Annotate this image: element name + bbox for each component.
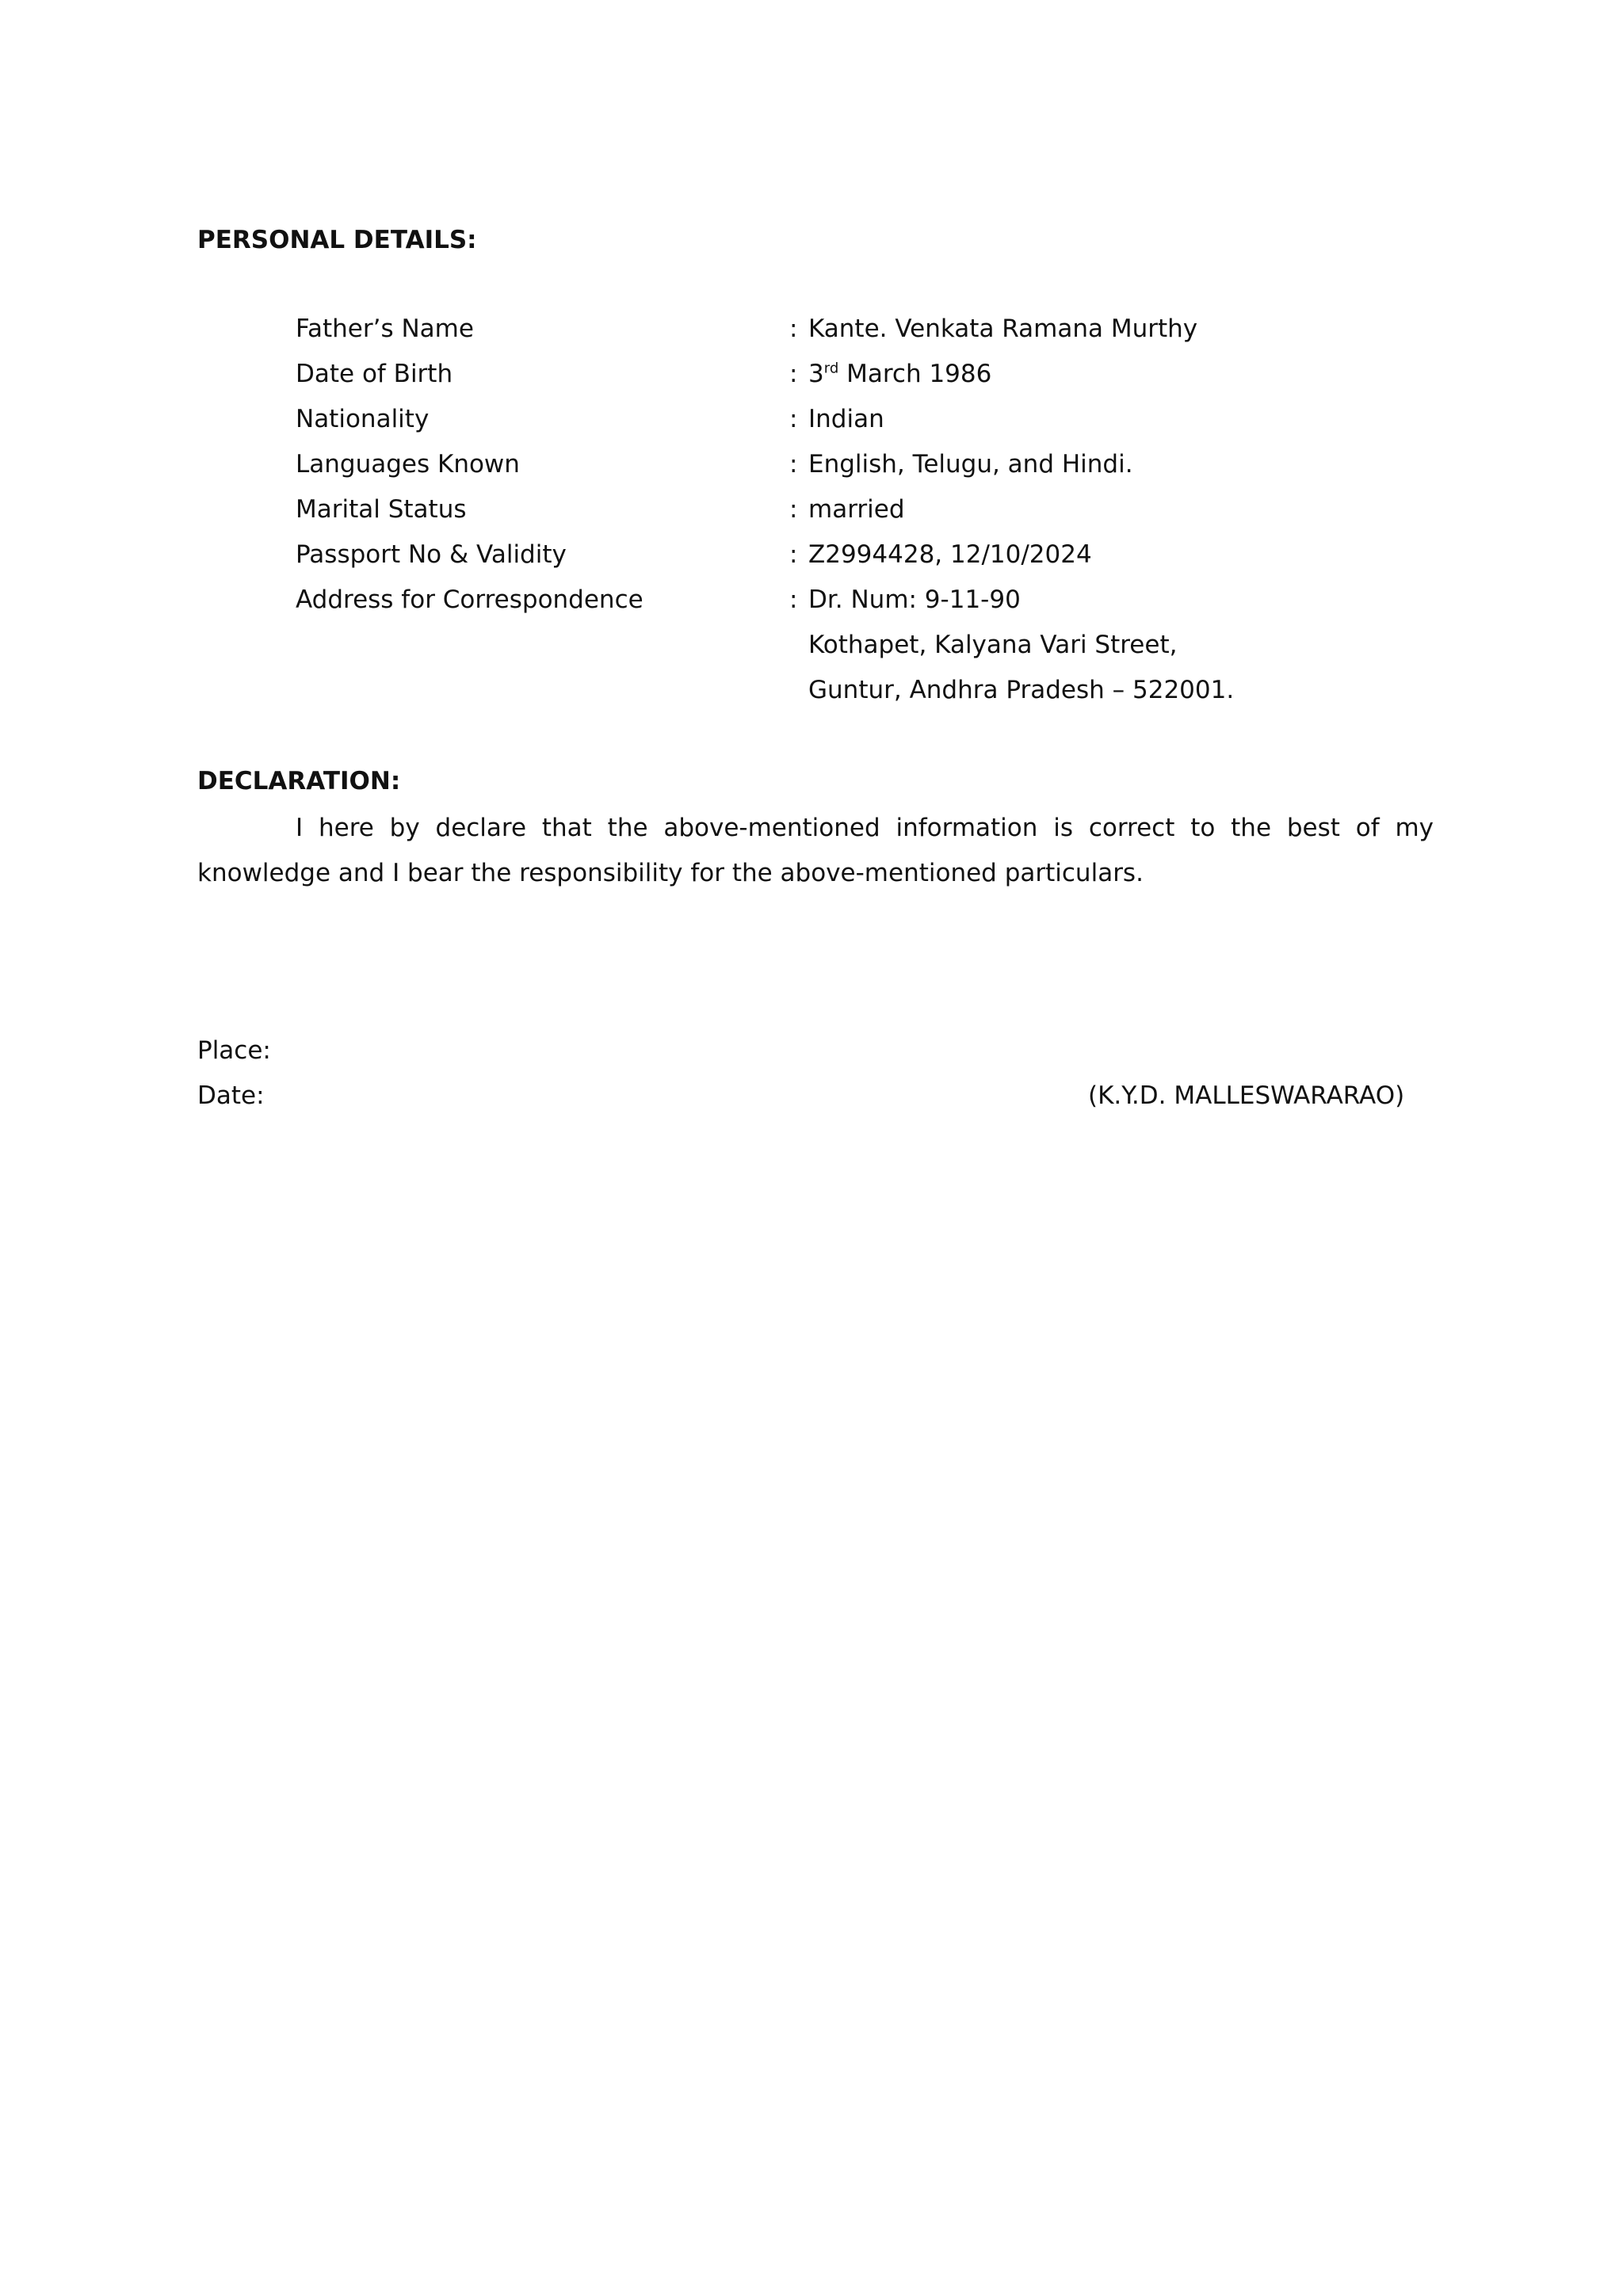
detail-row-marital-status (296, 494, 1326, 539)
address-line-text: Kothapet, Kalyana Vari Street, (808, 631, 1178, 659)
address-line-text: Guntur, Andhra Pradesh – 522001. (808, 676, 1235, 704)
separator-colon: : (789, 405, 798, 433)
place-label: Place: (197, 1036, 271, 1065)
detail-value: : English, Telugu, and Hindi. (789, 450, 1133, 479)
separator-colon: : (789, 495, 798, 524)
detail-label: Father’s Name (296, 315, 474, 343)
detail-row-languages-known (296, 448, 1326, 494)
detail-value: : Kante. Venkata Ramana Murthy (789, 315, 1198, 343)
separator-colon: : (789, 360, 798, 388)
detail-row-address (296, 584, 1326, 629)
personal-details-heading: PERSONAL DETAILS: (197, 226, 477, 254)
detail-row-fathers-name (296, 313, 1326, 358)
detail-row-nationality (296, 403, 1326, 448)
detail-value: : married (789, 495, 905, 524)
detail-value: : Z2994428, 12/10/2024 (789, 540, 1092, 569)
separator-colon: : (789, 450, 798, 479)
address-line-3 (296, 674, 1326, 719)
detail-label: Passport No & Validity (296, 540, 567, 569)
detail-value: : 3rd March 1986 (789, 360, 992, 388)
detail-label: Nationality (296, 405, 430, 433)
signature-name: (K.Y.D. MALLESWARARAO) (1088, 1081, 1405, 1110)
ordinal-suffix: rd (823, 360, 839, 377)
separator-colon: : (789, 585, 798, 614)
declaration-heading: DECLARATION: (197, 767, 401, 795)
detail-row-date-of-birth (296, 358, 1326, 403)
detail-label: Marital Status (296, 495, 467, 524)
separator-colon: : (789, 315, 798, 343)
personal-details-list (296, 313, 1326, 719)
separator-colon: : (789, 540, 798, 569)
detail-row-passport (296, 539, 1326, 584)
detail-value: : Indian (789, 405, 884, 433)
detail-value: : Dr. Num: 9-11-90 (789, 585, 1021, 614)
detail-label: Address for Correspondence (296, 585, 643, 614)
detail-label: Date of Birth (296, 360, 453, 388)
address-line-2 (296, 629, 1326, 674)
declaration-text: I here by declare that the above-mentioned information is correct to the best of my knowledge and I bear the responsibility for the above-mentioned particulars. (197, 814, 1434, 887)
detail-label: Languages Known (296, 450, 520, 479)
date-label: Date: (197, 1081, 265, 1110)
